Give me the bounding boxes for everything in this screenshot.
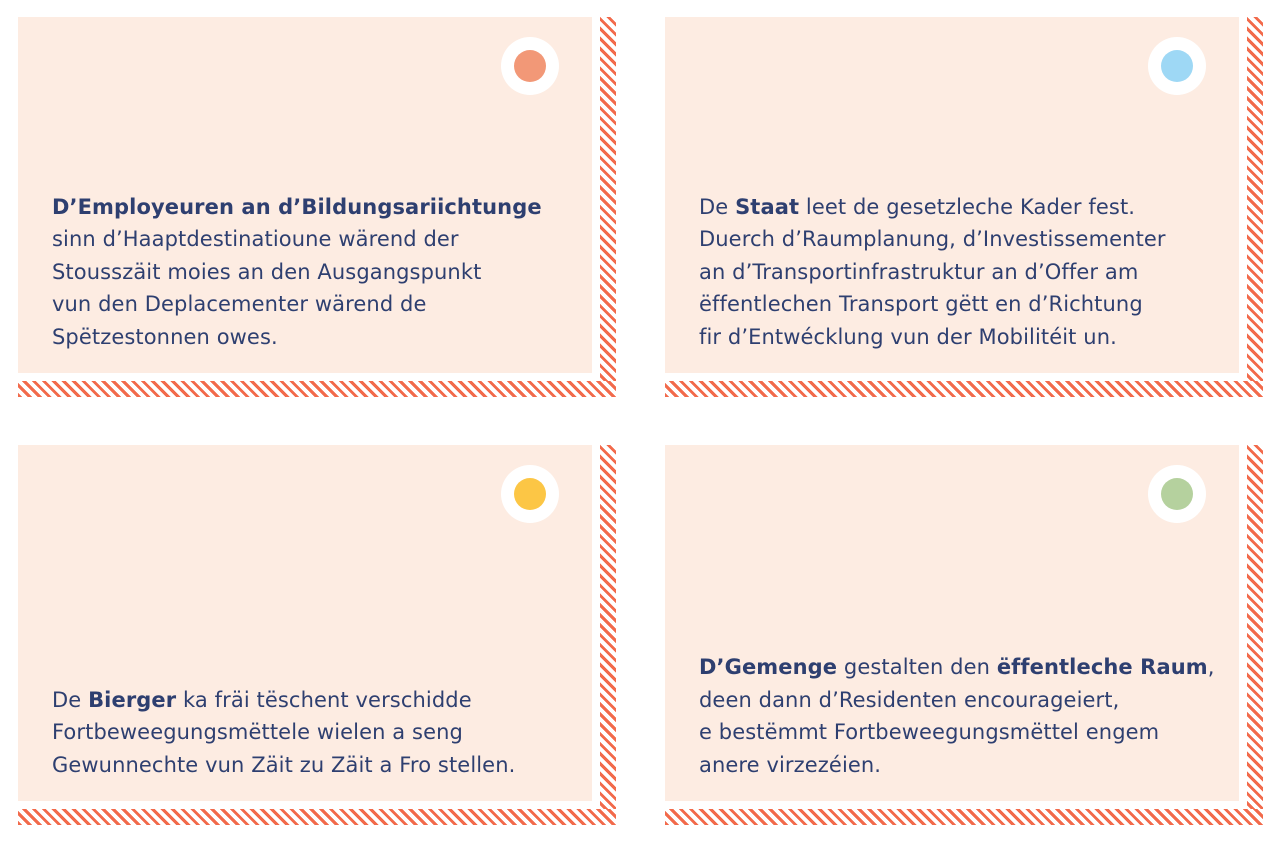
hatch-border-right — [1247, 445, 1263, 825]
card-text-lead: De — [699, 194, 736, 219]
card-state — [665, 17, 1261, 397]
card-text-bold-2: ëffentleche Raum — [996, 655, 1208, 679]
dot-badge — [1148, 37, 1206, 95]
card-text-body: leet de gesetzleche Kader fest. Duerch d’Raumplanung, d’Investissementer an d’Transportinfrastruktur an d’Offer am ëffentlechen Transport gëtt en d’Richtung fir d’Entwécklung vun der Mobilitéit un. — [699, 194, 1166, 349]
card-municipalities — [665, 445, 1261, 825]
hatch-border-right — [1247, 17, 1263, 397]
dot-badge — [1148, 465, 1206, 523]
card-panel — [665, 445, 1239, 801]
card-text-bold: Staat — [735, 194, 800, 219]
circle-icon — [514, 478, 546, 510]
card-text-body: , deen dann d’Residenten encourageiert, e bestëmmt Fortbeweegungsmëttel engem anere virzezéien. — [699, 655, 1215, 777]
dot-badge — [501, 37, 559, 95]
card-text-mid: gestalten den — [837, 655, 997, 679]
hatch-border-bottom — [18, 381, 616, 397]
hatch-border-bottom — [665, 809, 1263, 825]
card-text-bold: D’Gemenge — [699, 655, 838, 679]
circle-icon — [1161, 50, 1193, 82]
circle-icon — [1161, 478, 1193, 510]
card-text-body: ka fräi tëschent verschidde Fortbeweegungsmëttele wielen a seng Gewunnechte vun Zäit zu Zäit a Fro stellen. — [52, 687, 516, 777]
card-text-bold: Bierger — [88, 687, 177, 712]
dot-badge — [501, 465, 559, 523]
card-text-lead: De — [52, 687, 89, 712]
hatch-border-bottom — [665, 381, 1263, 397]
card-text — [699, 191, 1219, 354]
card-panel — [665, 17, 1239, 373]
hatch-border-right — [600, 17, 616, 397]
card-employers — [18, 17, 614, 397]
card-text — [699, 651, 1219, 781]
card-panel — [18, 17, 592, 373]
card-text-bold: D’Employeuren an d’Bildungsariichtunge — [52, 194, 542, 219]
card-panel — [18, 445, 592, 801]
card-text-body: sinn d’Haaptdestinatioune wärend der Stousszäit moies an den Ausgangspunkt vun den Deplacementer wärend de Spëtzestonnen owes. — [52, 227, 482, 349]
card-text — [52, 684, 572, 782]
hatch-border-right — [600, 445, 616, 825]
circle-icon — [514, 50, 546, 82]
card-text — [52, 191, 572, 354]
card-citizen — [18, 445, 614, 825]
hatch-border-bottom — [18, 809, 616, 825]
